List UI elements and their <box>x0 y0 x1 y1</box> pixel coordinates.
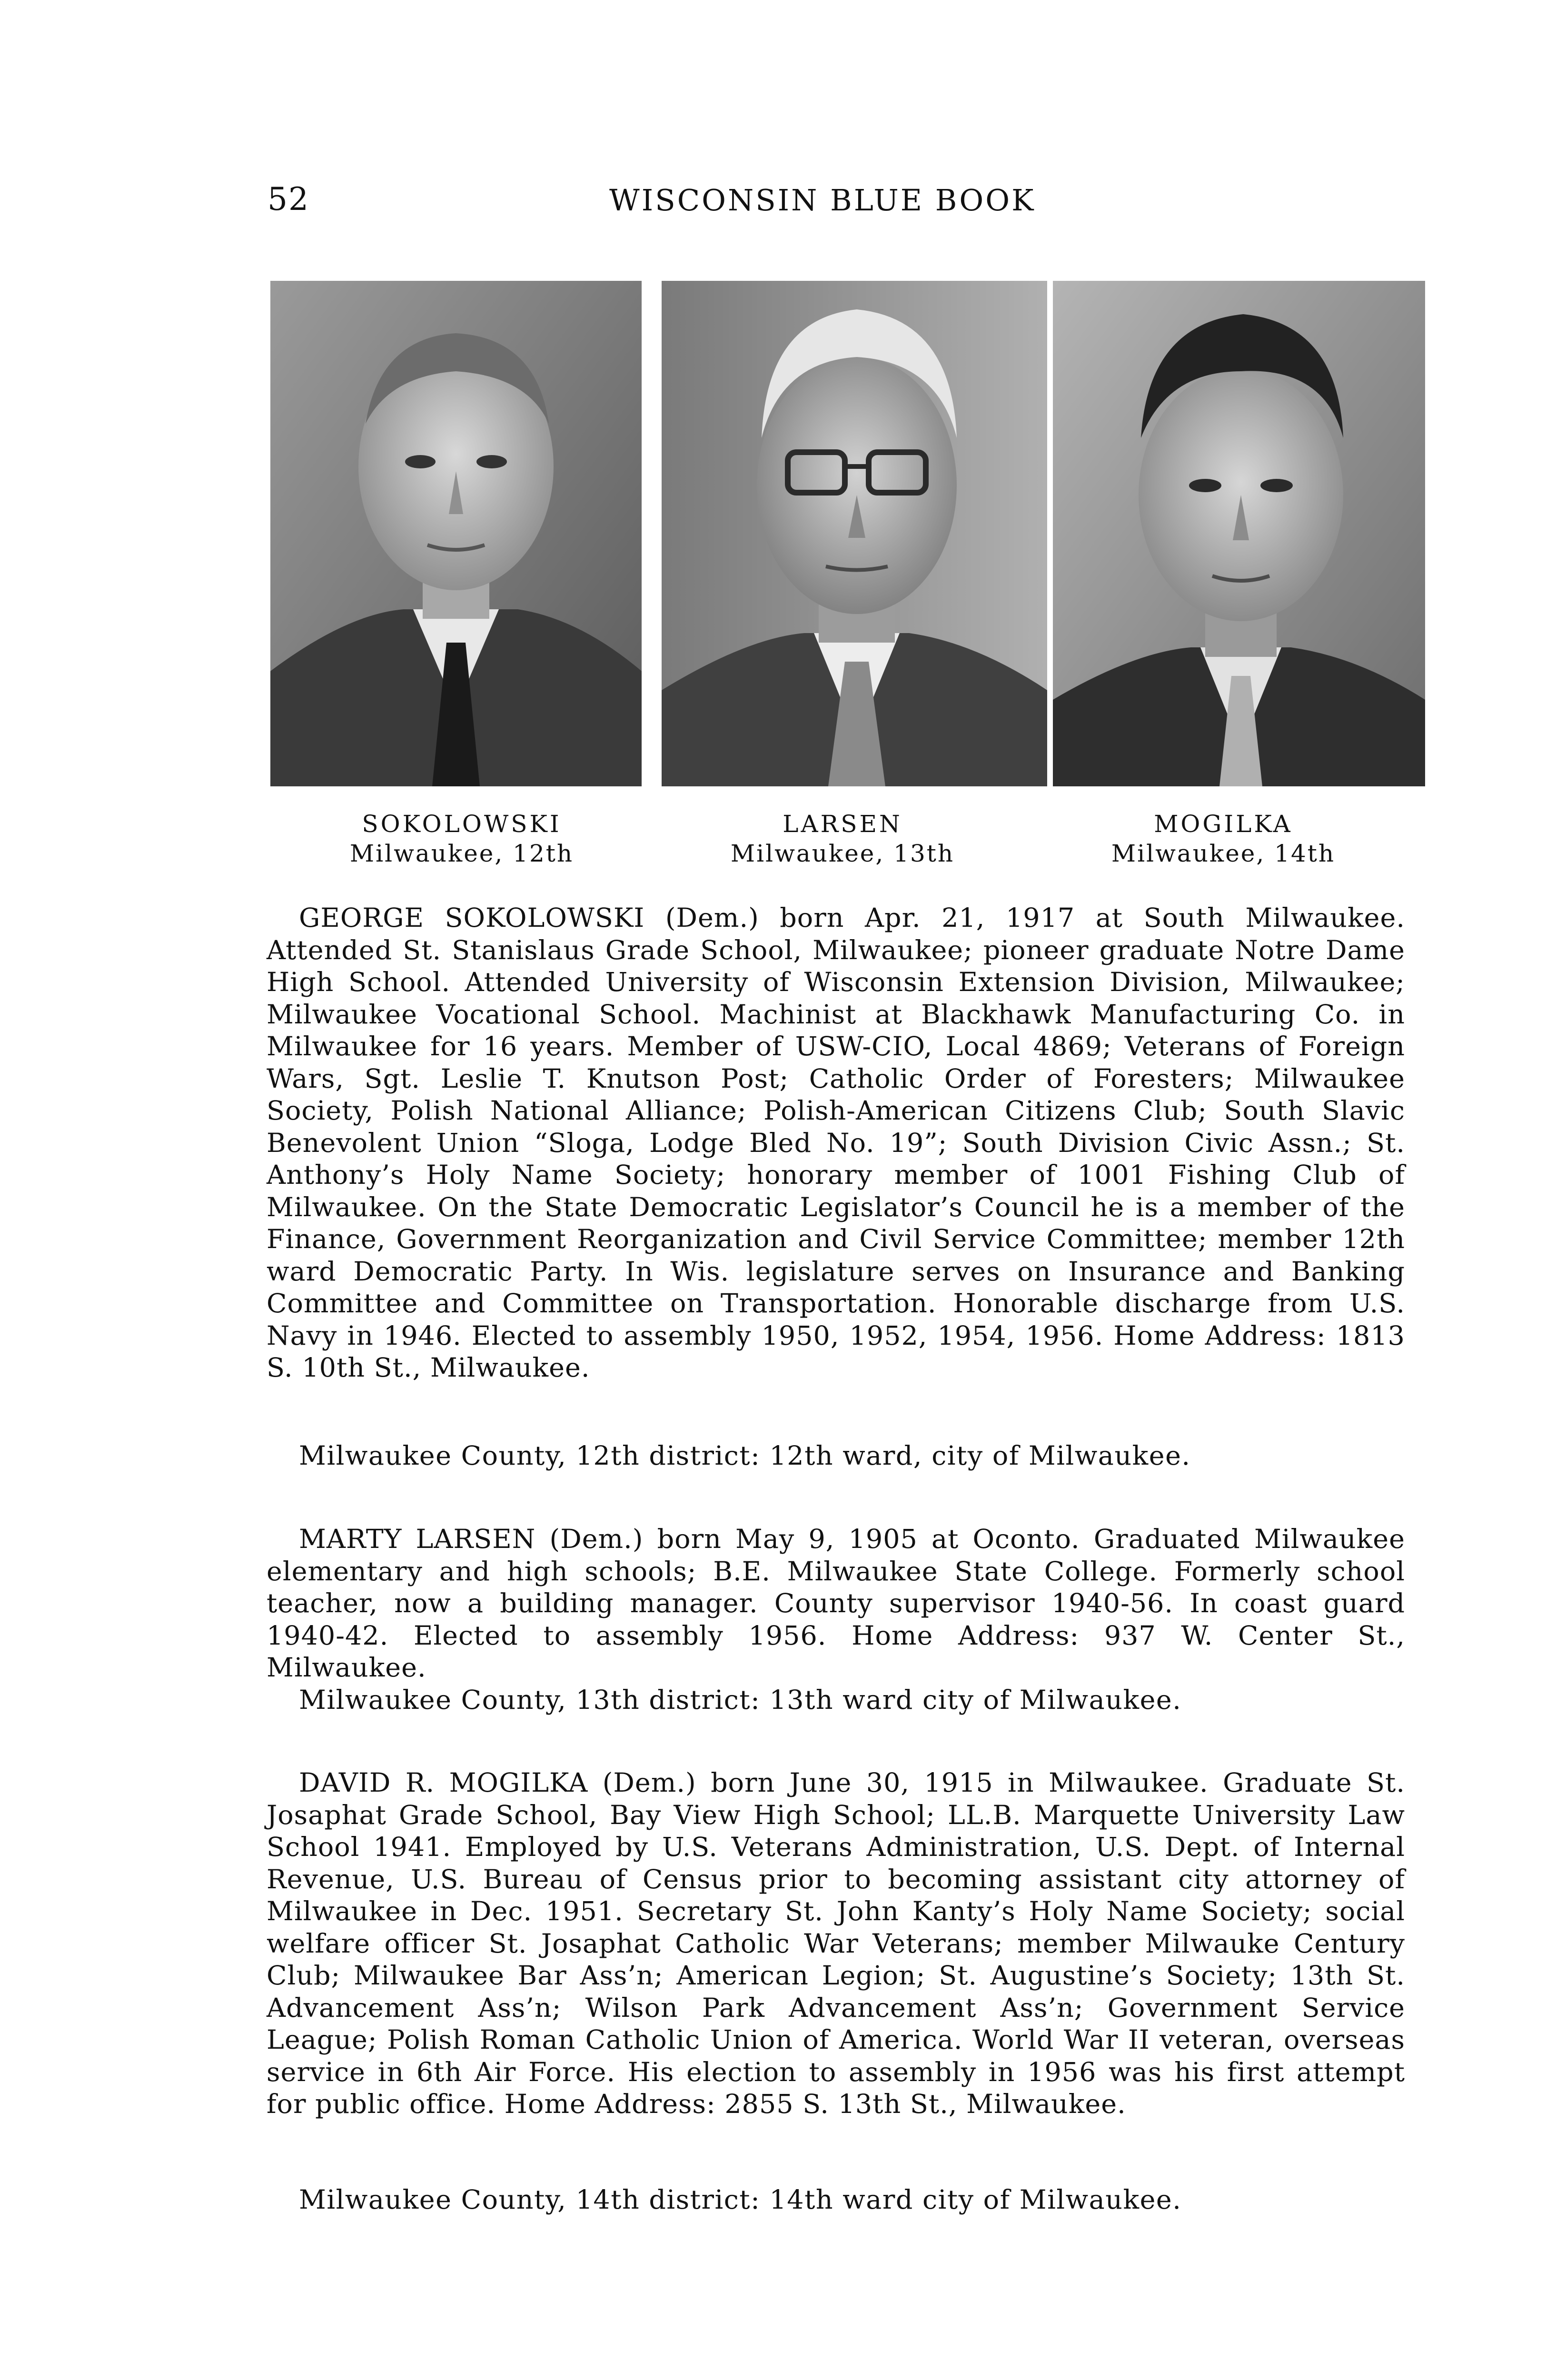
bio-larsen <box>267 1523 1405 1684</box>
portrait-photo-sokolowski <box>270 281 642 786</box>
caption-name: LARSEN <box>783 810 902 838</box>
bio-mogilka <box>267 1767 1405 2121</box>
bio-text: MARTY LARSEN (Dem.) born May 9, 1905 at Oconto. Graduated Milwaukee elementary and high schools; B.E. Milwaukee State College. Formerly school teacher, now a building manager. County supervisor 1940-56. In coast guard 1940-42. Elected to assembly 1956. Home Address: 937 W. Center St., Milwaukee. <box>267 1524 1405 1683</box>
page-number: 52 <box>268 181 309 218</box>
caption-larsen <box>709 809 976 868</box>
bio-sokolowski <box>267 902 1405 1384</box>
caption-mogilka <box>1090 809 1357 868</box>
caption-name: SOKOLOWSKI <box>362 810 562 838</box>
portrait-photo-mogilka <box>1053 281 1425 786</box>
caption-place: Milwaukee, 13th <box>730 840 955 867</box>
bio-text: DAVID R. MOGILKA (Dem.) born June 30, 1915 in Milwaukee. Graduate St. Josaphat Grade School, Bay View High School; LL.B. Marquette University Law School 1941. Employed by U.S. Veterans Administration, U.S. Dept. of Internal Revenue, U.S. Bureau of Census prior to becoming assistant city attorney of Milwaukee in Dec. 1951. Secretary St. John Kanty’s Holy Name Society; social welfare officer St. Josaphat Catholic War Veterans; member Milwauke Century Club; Milwaukee Bar Ass’n; American Legion; St. Augustine’s Society; 13th St. Advancement Ass’n; Wilson Park Advancement Ass’n; Government Service League; Polish Roman Catholic Union of America. World War II veteran, overseas service in 6th Air Force. His election to assembly in 1956 was his first attempt for public office. Home Address: 2855 S. 13th St., Milwaukee. <box>267 1767 1405 2120</box>
running-head: WISCONSIN BLUE BOOK <box>609 183 1036 218</box>
bio-text: GEORGE SOKOLOWSKI (Dem.) born Apr. 21, 1917 at South Milwaukee. Attended St. Stanislaus Grade School, Milwaukee; pioneer graduate Notre Dame High School. Attended University of Wisconsin Extension Division, Milwaukee; Milwaukee Vocational School. Machinist at Blackhawk Manufacturing Co. in Milwaukee for 16 years. Member of USW-CIO, Local 4869; Veterans of Foreign Wars, Sgt. Leslie T. Knutson Post; Catholic Order of Foresters; Milwaukee Society, Polish National Alliance; Polish-American Citizens Club; South Slavic Benevolent Union “Sloga, Lodge Bled No. 19”; South Division Civic Assn.; St. Anthony’s Holy Name Society; honorary member of 1001 Fishing Club of Milwaukee. On the State Democratic Legislator’s Council he is a member of the Finance, Government Reorganization and Civil Service Committee; member 12th ward Democratic Party. In Wis. legislature serves on Insurance and Banking Committee and Committee on Transportation. Honorable discharge from U.S. Navy in 1946. Elected to assembly 1950, 1952, 1954, 1956. Home Address: 1813 S. 10th St., Milwaukee. <box>267 902 1405 1383</box>
district-mogilka: Milwaukee County, 14th district: 14th ward city of Milwaukee. <box>299 2184 1182 2215</box>
caption-place: Milwaukee, 14th <box>1111 840 1336 867</box>
district-sokolowski: Milwaukee County, 12th district: 12th ward, city of Milwaukee. <box>299 1440 1191 1471</box>
caption-sokolowski <box>328 809 595 868</box>
caption-name: MOGILKA <box>1154 810 1293 838</box>
district-larsen: Milwaukee County, 13th district: 13th ward city of Milwaukee. <box>299 1685 1182 1716</box>
portrait-photo-larsen <box>662 281 1047 786</box>
caption-place: Milwaukee, 12th <box>349 840 574 867</box>
